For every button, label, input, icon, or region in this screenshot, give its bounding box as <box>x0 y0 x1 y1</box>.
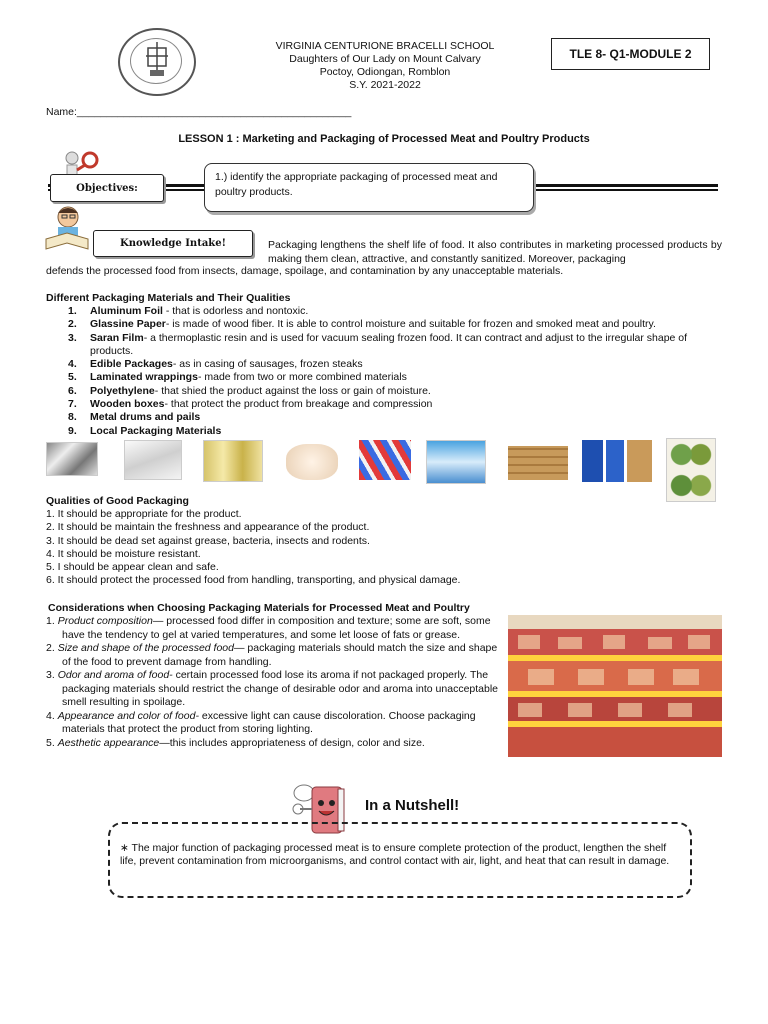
metal-drum-image <box>582 440 652 482</box>
nutshell-title: In a Nutshell! <box>365 797 460 814</box>
material-name: Wooden boxes <box>90 398 165 411</box>
material-item <box>46 425 726 438</box>
consideration-term: Size and shape of the processed food <box>57 642 234 654</box>
material-name: Metal drums and pails <box>90 411 201 424</box>
consideration-description: excessive light can cause discoloration. Choose packaging materials that protect the product from storing lighting. <box>62 709 476 735</box>
local-packaging-image <box>666 438 716 502</box>
material-description: - made from two or more combined materials <box>197 371 407 384</box>
quality-item: 3. It should be dead set against grease, bacteria, insects and rodents. <box>46 534 370 547</box>
material-name: Saran Film <box>90 331 144 344</box>
nutshell-text: ∗ The major function of packaging processed meat is to ensure complete protection of the product, lengthen the shelf life, prevent contamination from microorganisms, and control contact with air, light, and heat that can result in damage. <box>120 842 670 867</box>
considerations-list <box>46 615 506 750</box>
materials-list <box>46 305 726 438</box>
material-name: Edible Packages <box>90 358 173 371</box>
material-number: 4. <box>68 358 77 371</box>
material-number: 6. <box>68 384 77 397</box>
reading-student-icon <box>40 203 95 253</box>
school-year: S.Y. 2021-2022 <box>349 79 421 91</box>
polyethylene-image <box>426 440 486 484</box>
school-address: Poctoy, Odiongan, Romblon <box>319 66 451 78</box>
consideration-item <box>46 737 506 751</box>
material-number: 7. <box>68 398 77 411</box>
module-label: TLE 8- Q1-MODULE 2 <box>551 38 710 70</box>
material-item <box>46 411 726 424</box>
objectives-box: 1.) identify the appropriate packaging of processed meat and poultry products. <box>204 163 534 212</box>
consideration-term: Product composition <box>57 615 153 627</box>
material-number: 9. <box>68 424 77 437</box>
material-item <box>46 332 726 359</box>
material-description: - as in casing of sausages, frozen steaks <box>172 358 363 371</box>
qualities-title: Qualities of Good Packaging <box>46 495 189 507</box>
material-item <box>46 371 726 384</box>
school-name: VIRGINIA CENTURIONE BRACELLI SCHOOL <box>275 40 495 52</box>
aluminum-foil-image <box>46 442 98 476</box>
objectives-tag: Objectives: <box>50 174 164 202</box>
knowledge-intake-text: Packaging lengthens the shelf life of food. It also contributes in marketing processed products by making them clean, attractive, and constantly sanitized. Moreover, packaging <box>268 239 722 265</box>
knowledge-intake-text-continued: defends the processed food from insects, damage, spoilage, and contamination by any unacceptable materials. <box>46 265 564 277</box>
consideration-number: 2. <box>46 642 55 654</box>
nutshell-box <box>108 822 692 898</box>
material-description: - that protect the product from breakage and compression <box>164 398 433 411</box>
material-item <box>46 358 726 371</box>
materials-title: Different Packaging Materials and Their Qualities <box>46 292 291 304</box>
saran-film-image <box>203 440 263 482</box>
school-header <box>230 40 540 92</box>
seal-emblem-icon <box>120 30 194 94</box>
consideration-item <box>46 642 506 669</box>
qualities-list <box>46 508 726 588</box>
material-name: Glassine Paper <box>90 318 166 331</box>
material-name: Aluminum Foil <box>90 305 163 317</box>
material-number: 8. <box>68 411 77 424</box>
consideration-description: —this includes appropriateness of design, color and size. <box>159 736 425 749</box>
material-item <box>46 318 726 331</box>
quality-item: 4. It should be moisture resistant. <box>46 547 201 560</box>
consideration-description: — processed food differ in composition and texture; some are soft, some have the tendency to gel at varied temperatures, and some let loose of fats or grease. <box>62 615 491 641</box>
consideration-description: — packaging materials should match the size and shape of the food to prevent damage from handling. <box>62 642 498 668</box>
lesson-title: LESSON 1 : Marketing and Packaging of Processed Meat and Poultry Products <box>178 133 590 145</box>
school-seal-logo <box>118 28 196 96</box>
materials-image-strip <box>46 440 726 500</box>
consideration-number: 3. <box>46 669 55 681</box>
consideration-number: 1. <box>46 615 55 627</box>
material-number: 1. <box>68 305 77 317</box>
considerations-title: Considerations when Choosing Packaging Materials for Processed Meat and Poultry <box>48 602 470 614</box>
sausage-casing-image <box>286 444 338 480</box>
material-description: - that shied the product against the loss or gain of moisture. <box>154 384 431 397</box>
laminated-wrapping-image <box>359 440 411 480</box>
material-description: - a thermoplastic resin and is used for vacuum sealing frozen food. It can contract and adjust to the irregular shape of products. <box>90 331 688 357</box>
material-item <box>46 385 726 398</box>
quality-item: 1. It should be appropriate for the product. <box>46 508 242 520</box>
material-number: 5. <box>68 371 77 384</box>
quality-item: 5. I should be appear clean and safe. <box>46 561 219 574</box>
quality-item: 6. It should protect the processed food from handling, transporting, and physical damage. <box>46 574 461 587</box>
consideration-term: Appearance and color of food- <box>57 709 199 722</box>
congregation: Daughters of Our Lady on Mount Calvary <box>289 53 481 65</box>
material-name: Laminated wrappings <box>90 371 198 384</box>
consideration-item <box>46 669 506 710</box>
material-number: 2. <box>68 318 77 331</box>
supermarket-meat-display-image <box>508 615 722 757</box>
consideration-number: 5. <box>46 736 55 749</box>
material-description: - is made of wood fiber. It is able to control moisture and suitable for frozen and smoked meat and poultry. <box>165 318 656 331</box>
material-name: Polyethylene <box>90 384 155 397</box>
glassine-paper-image <box>124 440 182 480</box>
material-name: Local Packaging Materials <box>90 424 222 437</box>
consideration-item <box>46 615 506 642</box>
material-item <box>46 398 726 411</box>
name-line: Name:_______________________________________________ <box>46 106 352 118</box>
consideration-number: 4. <box>46 709 55 722</box>
quality-item: 2. It should be maintain the freshness and appearance of the product. <box>46 521 370 534</box>
consideration-item <box>46 710 506 737</box>
material-item <box>46 305 726 318</box>
material-description: - that is odorless and nontoxic. <box>162 305 309 317</box>
consideration-description: certain processed food lose its aroma if not packaged properly. The packaging materials should restrict the change of desirable odor and aroma into unacceptable smell resulting in spoilage. <box>62 669 499 708</box>
consideration-term: Odor and aroma of food- <box>57 669 173 681</box>
wooden-box-image <box>508 446 568 480</box>
knowledge-intake-tag: Knowledge Intake! <box>93 230 253 257</box>
consideration-term: Aesthetic appearance <box>57 736 160 749</box>
material-number: 3. <box>68 331 77 344</box>
